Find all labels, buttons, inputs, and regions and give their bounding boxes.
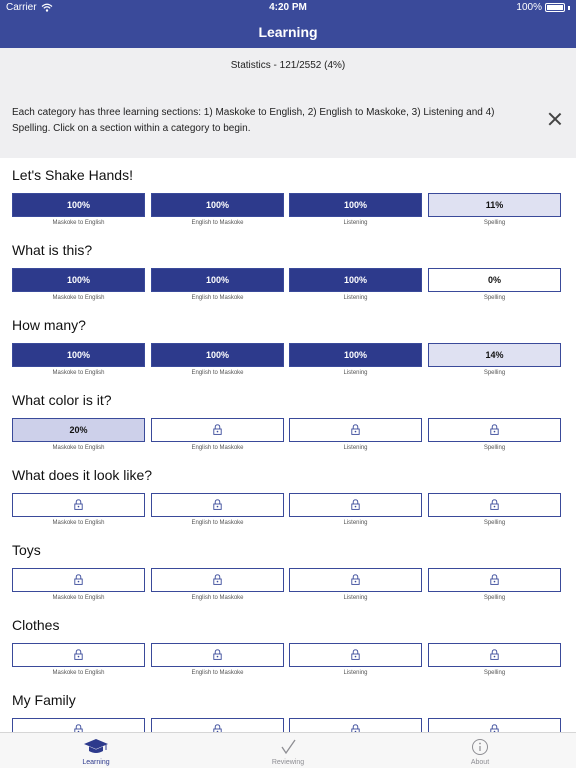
section-label: Listening xyxy=(343,595,368,601)
section-spelling-button[interactable] xyxy=(428,418,561,442)
section-label: English to Maskoke xyxy=(191,370,244,376)
category-title: My Family xyxy=(12,692,76,708)
carrier-label: Carrier xyxy=(6,2,37,13)
section-label: English to Maskoke xyxy=(191,520,244,526)
lock-icon xyxy=(490,496,499,507)
section-spelling-button[interactable] xyxy=(428,493,561,517)
tab-learning[interactable] xyxy=(0,733,192,769)
section-label: Listening xyxy=(343,295,368,301)
tab-about[interactable] xyxy=(384,733,576,769)
section-label: Spelling xyxy=(483,445,506,451)
lock-icon xyxy=(213,571,222,582)
lock-icon xyxy=(490,721,499,732)
category-row xyxy=(0,158,576,233)
category-title: What does it look like? xyxy=(12,467,153,483)
section-progress: 100% xyxy=(205,350,230,360)
section-label: Maskoke to English xyxy=(52,445,105,451)
section-label: English to Maskoke xyxy=(191,295,244,301)
section-english-to-maskoke-button[interactable] xyxy=(151,643,284,667)
section-label: Maskoke to English xyxy=(52,670,105,676)
lock-icon xyxy=(490,571,499,582)
section-spelling-button[interactable] xyxy=(428,568,561,592)
section-english-to-maskoke-button[interactable] xyxy=(151,568,284,592)
section-label: Listening xyxy=(343,670,368,676)
category-title: What is this? xyxy=(12,242,93,258)
graduation-cap-icon xyxy=(83,738,109,756)
category-list[interactable] xyxy=(0,158,576,732)
section-progress: 100% xyxy=(205,275,230,285)
section-label: Listening xyxy=(343,370,368,376)
lock-icon xyxy=(213,721,222,732)
section-label: Spelling xyxy=(483,370,506,376)
section-listening-button[interactable] xyxy=(289,418,422,442)
battery-indicator xyxy=(516,2,570,13)
section-label: Maskoke to English xyxy=(52,370,105,376)
section-listening-button[interactable] xyxy=(289,568,422,592)
lock-icon xyxy=(351,721,360,732)
section-english-to-maskoke-button[interactable] xyxy=(151,418,284,442)
lock-icon xyxy=(74,646,83,657)
section-label: Listening xyxy=(343,445,368,451)
lock-icon xyxy=(351,646,360,657)
tab-reviewing-label: Reviewing xyxy=(271,759,305,766)
section-progress: 100% xyxy=(343,350,368,360)
lock-icon xyxy=(351,571,360,582)
status-time: 4:20 PM xyxy=(269,2,307,13)
section-label: English to Maskoke xyxy=(191,220,244,226)
battery-percent: 100% xyxy=(516,2,542,13)
category-title: Let's Shake Hands! xyxy=(12,167,133,183)
lock-icon xyxy=(213,646,222,657)
section-english-to-maskoke-button[interactable] xyxy=(151,493,284,517)
section-listening-button[interactable] xyxy=(289,268,422,292)
battery-icon xyxy=(545,3,565,12)
section-english-to-maskoke-button[interactable] xyxy=(151,193,284,217)
section-progress: 14% xyxy=(485,350,504,360)
category-row xyxy=(0,308,576,383)
category-title: Clothes xyxy=(12,617,60,633)
section-progress: 100% xyxy=(66,350,91,360)
section-listening-button[interactable] xyxy=(289,643,422,667)
lock-icon xyxy=(213,496,222,507)
category-row xyxy=(0,458,576,533)
section-english-to-maskoke-button[interactable] xyxy=(151,343,284,367)
section-spelling-button[interactable] xyxy=(428,193,561,217)
section-progress: 20% xyxy=(69,425,88,435)
section-maskoke-to-english-button[interactable] xyxy=(12,343,145,367)
section-label: Listening xyxy=(343,520,368,526)
section-label: Listening xyxy=(343,220,368,226)
tab-reviewing[interactable] xyxy=(192,733,384,769)
section-maskoke-to-english-button[interactable] xyxy=(12,193,145,217)
lock-icon xyxy=(490,646,499,657)
section-listening-button[interactable] xyxy=(289,193,422,217)
section-label: Spelling xyxy=(483,520,506,526)
lock-icon xyxy=(351,496,360,507)
info-panel xyxy=(0,48,576,158)
section-label: English to Maskoke xyxy=(191,595,244,601)
lock-icon xyxy=(213,421,222,432)
instructions-text: Each category has three learning sections: 1) Maskoke to English, 2) English to Maskoke, 3) Listening and 4) Spelling. Click on a section within a category to begin. xyxy=(12,107,495,134)
section-maskoke-to-english-button[interactable] xyxy=(12,643,145,667)
lock-icon xyxy=(351,421,360,432)
section-progress: 100% xyxy=(205,200,230,210)
lock-icon xyxy=(490,421,499,432)
tab-learning-label: Learning xyxy=(82,759,110,766)
section-label: English to Maskoke xyxy=(191,445,244,451)
section-label: English to Maskoke xyxy=(191,670,244,676)
category-title: Toys xyxy=(12,542,41,558)
page-title: Learning xyxy=(258,24,318,40)
section-label: Spelling xyxy=(483,595,506,601)
section-spelling-button[interactable] xyxy=(428,643,561,667)
nav-bar xyxy=(0,16,576,48)
section-label: Maskoke to English xyxy=(52,595,105,601)
category-row xyxy=(0,608,576,683)
tab-bar xyxy=(0,732,576,768)
section-label: Maskoke to English xyxy=(52,295,105,301)
lock-icon xyxy=(74,721,83,732)
tab-about-label: About xyxy=(470,759,490,766)
section-label: Maskoke to English xyxy=(52,220,105,226)
section-progress: 100% xyxy=(66,200,91,210)
section-progress: 0% xyxy=(487,275,501,285)
info-icon xyxy=(467,738,493,756)
section-maskoke-to-english-button[interactable] xyxy=(12,493,145,517)
section-label: Spelling xyxy=(483,670,506,676)
section-label: Maskoke to English xyxy=(52,520,105,526)
section-maskoke-to-english-button[interactable] xyxy=(12,268,145,292)
section-progress: 11% xyxy=(485,200,504,210)
lock-icon xyxy=(74,571,83,582)
statistics-label: Statistics - 121/2552 (4%) xyxy=(230,60,346,71)
category-row xyxy=(0,533,576,608)
section-spelling-button[interactable] xyxy=(428,343,561,367)
close-icon[interactable] xyxy=(548,112,562,126)
section-listening-button[interactable] xyxy=(289,493,422,517)
category-row xyxy=(0,233,576,308)
category-title: What color is it? xyxy=(12,392,112,408)
section-progress: 100% xyxy=(343,200,368,210)
section-maskoke-to-english-button[interactable] xyxy=(12,568,145,592)
section-spelling-button[interactable] xyxy=(428,268,561,292)
section-english-to-maskoke-button[interactable] xyxy=(151,268,284,292)
category-row xyxy=(0,383,576,458)
section-progress: 100% xyxy=(66,275,91,285)
category-title: How many? xyxy=(12,317,86,333)
section-label: Spelling xyxy=(483,220,506,226)
status-bar xyxy=(0,0,576,16)
section-progress: 100% xyxy=(343,275,368,285)
section-listening-button[interactable] xyxy=(289,343,422,367)
checkmark-icon xyxy=(275,738,301,756)
lock-icon xyxy=(74,496,83,507)
section-maskoke-to-english-button[interactable] xyxy=(12,418,145,442)
section-label: Spelling xyxy=(483,295,506,301)
